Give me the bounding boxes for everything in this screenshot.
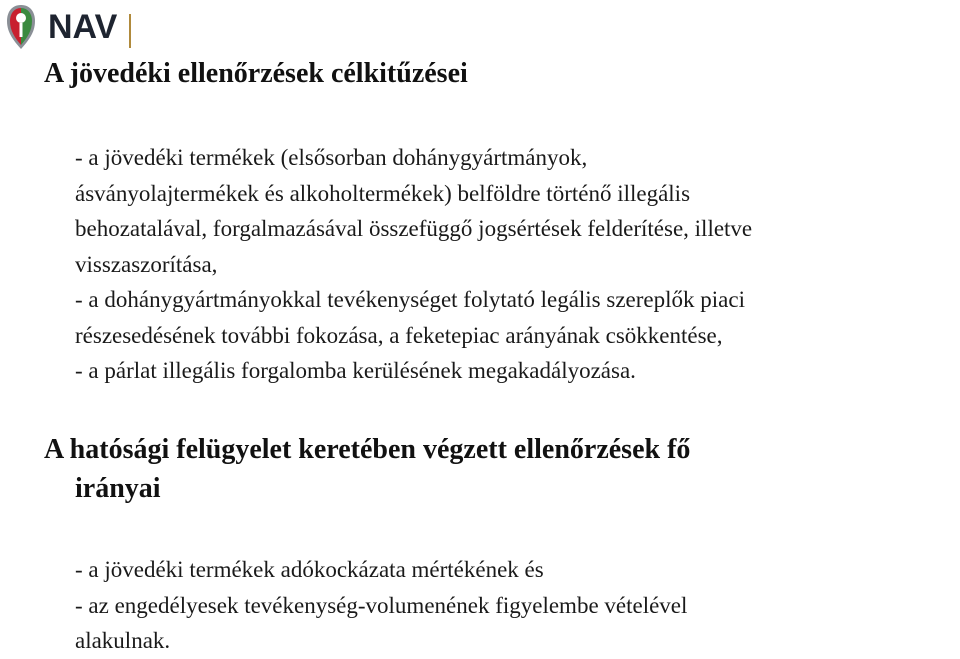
- nav-emblem-icon: [4, 3, 38, 51]
- logo-text: NAV: [48, 8, 118, 46]
- objectives-paragraph: [75, 140, 955, 389]
- text-line: - a párlat illegális forgalomba kerülésének megakadályozása.: [75, 358, 636, 383]
- text-line: behozatalával, forgalmazásával összefüggő jogsértések felderítése, illetve: [75, 216, 753, 241]
- title-line: A hatósági felügyelet keretében végzett ellenőrzések fő: [44, 434, 691, 465]
- directions-paragraph: [75, 552, 955, 659]
- text-line: - a jövedéki termékek (elsősorban dohánygyártmányok,: [75, 145, 588, 170]
- text-line: - az engedélyesek tevékenység-volumenének figyelembe vételével: [75, 592, 688, 618]
- section-title-objectives: A jövedéki ellenőrzések célkitűzései: [44, 58, 468, 89]
- text-line: ásványolajtermékek és alkoholtermékek) belföldre történő illegális: [75, 180, 691, 206]
- logo-divider: [129, 14, 131, 48]
- page-header: [0, 0, 200, 56]
- title-line: irányai: [75, 473, 161, 504]
- text-line: - a dohánygyártmányokkal tevékenységet folytató legális szereplők piaci: [75, 287, 745, 312]
- text-line: - a jövedéki termékek adókockázata mértékének és: [75, 557, 544, 582]
- text-line: részesedésének további fokozása, a feketepiac arányának csökkentése,: [75, 322, 723, 348]
- text-line: visszaszorítása,: [75, 251, 218, 277]
- text-line: alakulnak.: [75, 628, 171, 653]
- section-title-directions: [44, 430, 924, 508]
